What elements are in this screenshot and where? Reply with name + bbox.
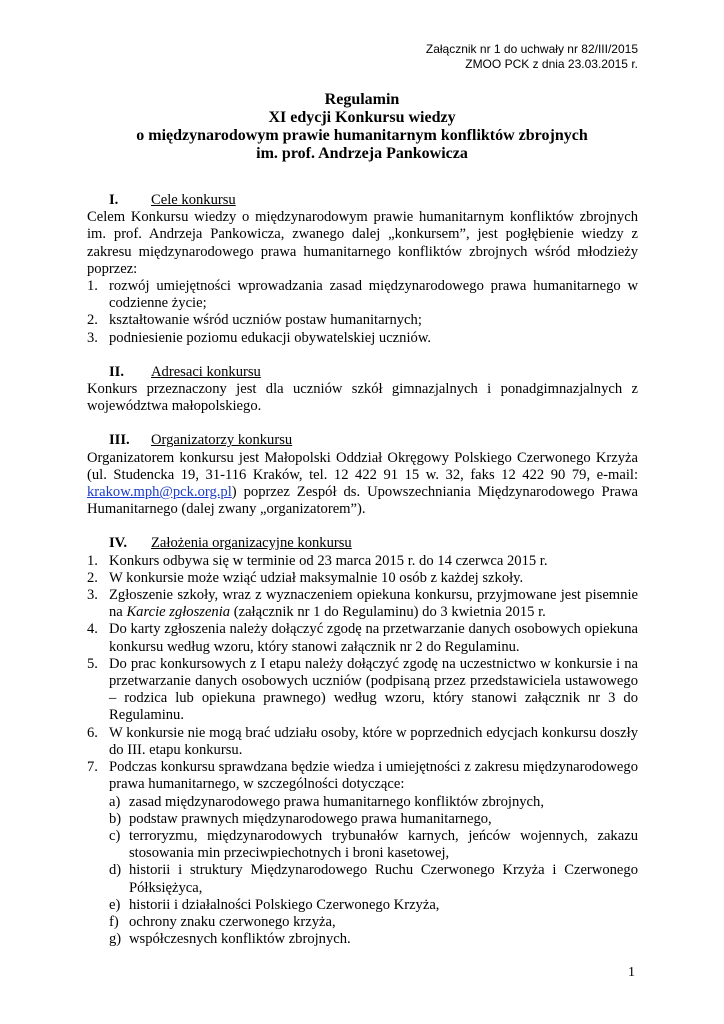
sublist-item xyxy=(109,862,638,896)
document-body xyxy=(87,192,638,948)
list-item-text: Do karty zgłoszenia należy dołączyć zgodę na przetwarzanie danych osobowych opiekuna konkursu według wzoru, który stanowi załącznik nr 2 do Regulaminu. xyxy=(109,621,638,655)
list-item-number: 5. xyxy=(87,655,98,672)
section-title: Adresaci konkursu xyxy=(151,363,261,380)
list-item xyxy=(87,725,638,759)
attachment-note-line2: ZMOO PCK z dnia 23.03.2015 r. xyxy=(465,57,638,71)
sublist-item xyxy=(109,794,638,811)
sublist-item xyxy=(109,914,638,931)
item3-text-b: (załącznik nr 1 do Regulaminu) do 3 kwietnia 2015 r. xyxy=(230,604,546,621)
page-number: 1 xyxy=(628,965,635,980)
item3-form-name: Karcie zgłoszenia xyxy=(126,604,231,621)
section-title: Założenia organizacyjne konkursu xyxy=(151,535,352,552)
title-line3: o międzynarodowym prawie humanitarnym konfliktów zbrojnych xyxy=(136,127,588,144)
sublist-item-text: podstaw prawnych międzynarodowego prawa humanitarnego, xyxy=(129,810,492,827)
title-line1: Regulamin xyxy=(324,91,400,108)
sublist-item-letter: e) xyxy=(109,896,121,913)
sublist-item-text: terroryzmu, międzynarodowych trybunałów karnych, jeńców wojennych, zakazu stosowania min przeciwpiechotnych i broni kasetowej, xyxy=(129,827,638,862)
section-1-heading xyxy=(87,192,638,209)
list-item-number: 3. xyxy=(87,587,98,604)
list-item-number: 4. xyxy=(87,621,98,638)
list-item-text: Do prac konkursowych z I etapu należy dołączyć zgodę na uczestnictwo w konkursie i na przetwarzanie danych osobowych uczniów (podpisaną przez przedstawiciela ustawowego – rodzica lub opiekuna prawnego) według wzoru, który stanowi załącznik nr 3 do Regulaminu. xyxy=(109,655,638,724)
section-4-heading xyxy=(87,535,638,552)
list-item-text: rozwój umiejętności wprowadzania zasad międzynarodowego prawa humanitarnego w codzienne życie; xyxy=(109,278,638,312)
sublist-item-letter: f) xyxy=(109,913,119,930)
sublist-item-letter: c) xyxy=(109,827,121,844)
sublist-item-text: współczesnych konfliktów zbrojnych. xyxy=(129,931,351,948)
list-item xyxy=(87,656,638,725)
list-item-number: 1. xyxy=(87,278,98,295)
list-item xyxy=(87,621,638,655)
list-item-text: Konkurs odbywa się w terminie od 23 marca 2015 r. do 14 czerwca 2015 r. xyxy=(109,552,548,569)
list-item-text: W konkursie może wziąć udział maksymalnie 10 osób z każdej szkoły. xyxy=(109,569,524,586)
sublist-item-text: historii i struktury Międzynarodowego Ruchu Czerwonego Krzyża i Czerwonego Półksiężyca, xyxy=(129,862,638,896)
list-item xyxy=(87,759,638,948)
list-item xyxy=(87,587,638,621)
section-number: I. xyxy=(109,192,119,208)
section-3-text-after: ) poprzez Zespół ds. Upowszechniania Międzynarodowego Prawa Humanitarnego (dalej zwany „organizatorem”). xyxy=(87,484,638,518)
section-4-list xyxy=(87,553,638,949)
list-item-number: 1. xyxy=(87,552,98,569)
list-item-text xyxy=(109,759,638,948)
sublist-item-letter: g) xyxy=(109,931,122,948)
title-line2: XI edycji Konkursu wiedzy xyxy=(268,109,456,126)
section-3-text xyxy=(87,450,638,519)
sublist-item xyxy=(109,897,638,914)
section-number: II. xyxy=(109,363,125,380)
list-item xyxy=(87,278,638,312)
attachment-note xyxy=(278,42,638,72)
section-4-sublist xyxy=(109,794,638,949)
list-item xyxy=(87,330,638,347)
list-item xyxy=(87,570,638,587)
sublist-item-letter: d) xyxy=(109,862,122,879)
section-3-text-before: Organizatorem konkursu jest Małopolski Oddział Okręgowy Polskiego Czerwonego Krzyża (ul. Studencka 19, 31-116 Kraków, tel. 12 422 91 15 w. 32, faks 12 422 90 79, e-mail: xyxy=(87,449,638,483)
sublist-item-text: historii i działalności Polskiego Czerwonego Krzyża, xyxy=(129,896,440,913)
item3-text-a: Zgłoszenie szkoły, wraz z wyznaczeniem opiekuna konkursu, przyjmowane jest pisemnie na xyxy=(109,587,638,621)
list-item xyxy=(87,312,638,329)
sublist-item xyxy=(109,931,638,948)
section-1-list xyxy=(87,278,638,347)
list-item-text: podniesienie poziomu edukacji obywatelskiej uczniów. xyxy=(109,329,432,346)
document-title xyxy=(0,91,724,163)
email-link[interactable]: krakow.mph@pck.org.pl xyxy=(87,484,232,501)
section-2-heading xyxy=(87,364,638,381)
section-number: III. xyxy=(109,432,130,449)
section-1-intro: Celem Konkursu wiedzy o międzynarodowym prawie humanitarnym konfliktów zbrojnych im. prof. Andrzeja Pankowicza, zwanego dalej „konkursem”, jest pogłębienie wiedzy z zakresu międzynarodowego prawa humanitarnego konfliktów zbrojnych wśród młodzieży poprzez: xyxy=(87,209,638,277)
section-3-heading xyxy=(87,432,638,449)
sublist-item-text: ochrony znaku czerwonego krzyża, xyxy=(129,913,336,930)
title-line4: im. prof. Andrzeja Pankowicza xyxy=(256,145,468,162)
list-item-number: 6. xyxy=(87,724,98,741)
sublist-item-letter: b) xyxy=(109,810,122,827)
list-item-number: 2. xyxy=(87,312,98,329)
list-item-number: 7. xyxy=(87,759,98,776)
list-item xyxy=(87,553,638,570)
section-title: Organizatorzy konkursu xyxy=(151,432,293,449)
section-2-text: Konkurs przeznaczony jest dla uczniów szkół gimnazjalnych i ponadgimnazjalnych z województwa małopolskiego. xyxy=(87,381,638,415)
section-title: Cele konkursu xyxy=(151,192,236,208)
list-item-text: kształtowanie wśród uczniów postaw humanitarnych; xyxy=(109,312,422,329)
item7-text: Podczas konkursu sprawdzana będzie wiedza i umiejętności z zakresu międzynarodowego prawa humanitarnego, w szczególności dotyczące: xyxy=(109,759,638,793)
sublist-item-letter: a) xyxy=(109,793,121,810)
attachment-note-line1: Załącznik nr 1 do uchwały nr 82/III/2015 xyxy=(425,42,638,56)
section-number: IV. xyxy=(109,535,127,552)
sublist-item xyxy=(109,811,638,828)
list-item-text xyxy=(109,587,638,621)
sublist-item xyxy=(109,828,638,862)
sublist-item-text: zasad międzynarodowego prawa humanitarnego konfliktów zbrojnych, xyxy=(129,793,544,810)
list-item-text: W konkursie nie mogą brać udziału osoby, które w poprzednich edycjach konkursu doszły do III. etapu konkursu. xyxy=(109,724,638,758)
list-item-number: 2. xyxy=(87,569,98,586)
list-item-number: 3. xyxy=(87,329,98,346)
